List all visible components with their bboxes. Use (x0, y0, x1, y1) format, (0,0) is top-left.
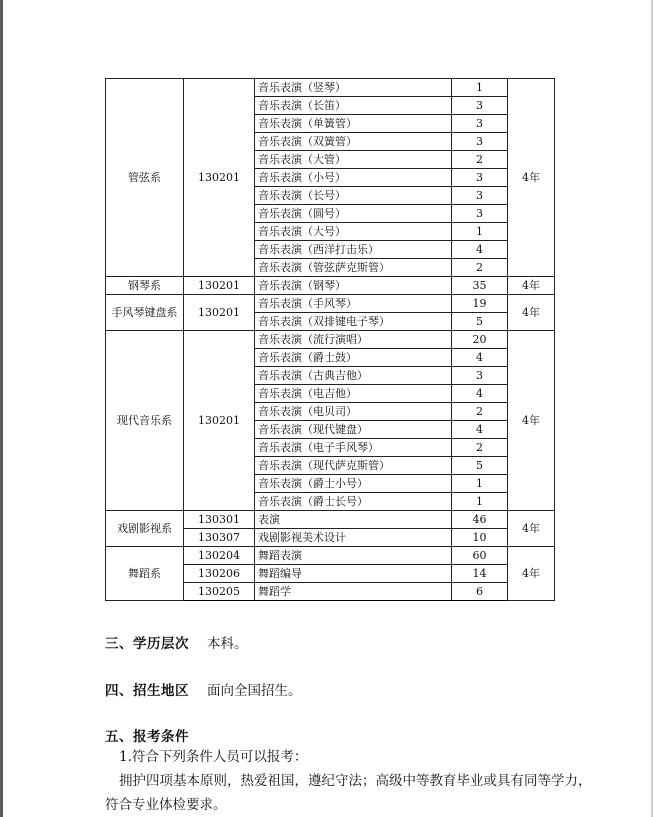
major-name-cell: 音乐表演（电子手风琴） (255, 439, 452, 457)
requirement-intro: 1.符合下列条件人员可以报考： (119, 749, 308, 765)
major-name-cell: 表演 (255, 511, 452, 529)
requirement-line-cont: 符合专业体检要求。 (105, 797, 227, 813)
major-name-cell: 戏剧影视美术设计 (255, 529, 452, 547)
quota-cell: 1 (452, 475, 508, 493)
table-row (106, 511, 555, 529)
department-cell: 钢琴系 (106, 277, 184, 295)
quota-cell: 1 (452, 79, 508, 97)
duration-cell: 4年 (508, 295, 555, 331)
quota-cell: 4 (452, 421, 508, 439)
major-name-cell: 音乐表演（爵士鼓） (255, 349, 452, 367)
department-cell: 手风琴键盘系 (106, 295, 184, 331)
page-left-edge (0, 0, 3, 817)
major-name-cell: 音乐表演（长笛） (255, 97, 452, 115)
major-name-cell: 音乐表演（管弦萨克斯管） (255, 259, 452, 277)
duration-cell: 4年 (508, 331, 555, 511)
major-name-cell: 音乐表演（大号） (255, 223, 452, 241)
requirements-text (105, 745, 605, 817)
major-name-cell: 音乐表演（大管） (255, 151, 452, 169)
table-row (106, 295, 555, 313)
duration-cell: 4年 (508, 277, 555, 295)
major-name-cell: 音乐表演（长号） (255, 187, 452, 205)
major-code-cell: 130201 (184, 79, 255, 277)
major-name-cell: 音乐表演（爵士长号） (255, 493, 452, 511)
section-education-level (105, 632, 248, 652)
quota-cell: 46 (452, 511, 508, 529)
quota-cell: 35 (452, 277, 508, 295)
section-enrollment-region (105, 679, 302, 699)
department-cell: 舞蹈系 (106, 547, 184, 601)
duration-cell: 4年 (508, 511, 555, 547)
quota-cell: 19 (452, 295, 508, 313)
quota-cell: 1 (452, 493, 508, 511)
table-row (106, 79, 555, 97)
major-name-cell: 音乐表演（手风琴） (255, 295, 452, 313)
quota-cell: 1 (452, 223, 508, 241)
major-name-cell: 音乐表演（西洋打击乐） (255, 241, 452, 259)
major-code-cell: 130201 (184, 295, 255, 331)
major-code-cell: 130201 (184, 331, 255, 511)
department-cell: 现代音乐系 (106, 331, 184, 511)
major-name-cell: 音乐表演（单簧管） (255, 115, 452, 133)
quota-cell: 20 (452, 331, 508, 349)
requirement-line: 拥护四项基本原则，热爱祖国，遵纪守法；高级中等教育毕业或具有同等学力， (119, 773, 592, 789)
major-name-cell: 音乐表演（电吉他） (255, 385, 452, 403)
major-name-cell: 音乐表演（电贝司） (255, 403, 452, 421)
major-name-cell: 音乐表演（现代键盘） (255, 421, 452, 439)
section-heading: 四、招生地区 (105, 683, 189, 699)
major-name-cell: 舞蹈编导 (255, 565, 452, 583)
major-name-cell: 舞蹈学 (255, 583, 452, 601)
major-code-cell: 130205 (184, 583, 255, 601)
major-name-cell: 音乐表演（钢琴） (255, 277, 452, 295)
quota-cell: 2 (452, 403, 508, 421)
section-heading: 三、学历层次 (105, 636, 189, 652)
section-application-requirements (105, 725, 189, 745)
quota-cell: 3 (452, 367, 508, 385)
quota-cell: 3 (452, 133, 508, 151)
quota-cell: 4 (452, 385, 508, 403)
quota-cell: 2 (452, 439, 508, 457)
quota-cell: 3 (452, 205, 508, 223)
major-name-cell: 音乐表演（现代萨克斯管） (255, 457, 452, 475)
major-name-cell: 音乐表演（流行演唱） (255, 331, 452, 349)
enrollment-table (105, 78, 555, 601)
major-name-cell: 音乐表演（双簧管） (255, 133, 452, 151)
major-name-cell: 音乐表演（爵士小号） (255, 475, 452, 493)
quota-cell: 2 (452, 151, 508, 169)
quota-cell: 3 (452, 187, 508, 205)
major-name-cell: 舞蹈表演 (255, 547, 452, 565)
quota-cell: 14 (452, 565, 508, 583)
quota-cell: 10 (452, 529, 508, 547)
quota-cell: 2 (452, 259, 508, 277)
major-code-cell: 130301 (184, 511, 255, 529)
table-row (106, 277, 555, 295)
quota-cell: 3 (452, 97, 508, 115)
major-name-cell: 音乐表演（双排键电子琴） (255, 313, 452, 331)
department-cell: 戏剧影视系 (106, 511, 184, 547)
section-value: 本科。 (207, 636, 248, 652)
quota-cell: 5 (452, 313, 508, 331)
major-name-cell: 音乐表演（圆号） (255, 205, 452, 223)
section-heading: 五、报考条件 (105, 729, 189, 745)
major-code-cell: 130201 (184, 277, 255, 295)
quota-cell: 3 (452, 115, 508, 133)
major-name-cell: 音乐表演（小号） (255, 169, 452, 187)
department-cell: 管弦系 (106, 79, 184, 277)
quota-cell: 5 (452, 457, 508, 475)
table-row (106, 331, 555, 349)
major-code-cell: 130307 (184, 529, 255, 547)
quota-cell: 6 (452, 583, 508, 601)
enrollment-table-body (106, 79, 555, 601)
section-value: 面向全国招生。 (207, 683, 302, 699)
major-name-cell: 音乐表演（竖琴） (255, 79, 452, 97)
quota-cell: 60 (452, 547, 508, 565)
quota-cell: 4 (452, 241, 508, 259)
major-code-cell: 130206 (184, 565, 255, 583)
table-row (106, 547, 555, 565)
quota-cell: 3 (452, 169, 508, 187)
duration-cell: 4年 (508, 79, 555, 277)
major-code-cell: 130204 (184, 547, 255, 565)
duration-cell: 4年 (508, 547, 555, 601)
quota-cell: 4 (452, 349, 508, 367)
major-name-cell: 音乐表演（古典吉他） (255, 367, 452, 385)
